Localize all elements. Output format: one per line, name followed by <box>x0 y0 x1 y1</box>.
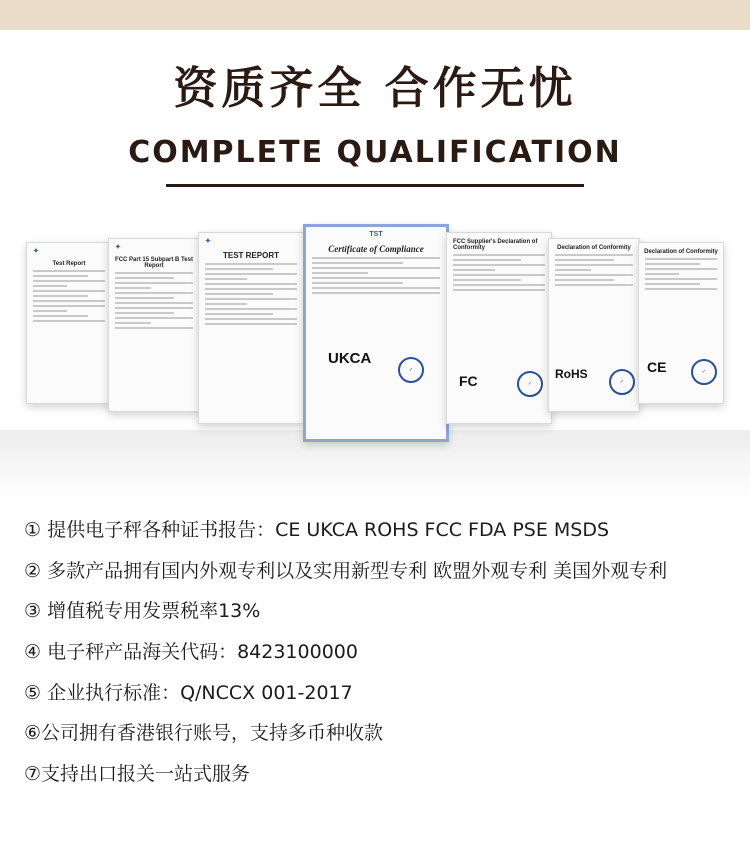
text-line <box>453 259 521 261</box>
lab-logo-icon: ✦ <box>205 238 211 245</box>
certificate-rohs-declaration <box>548 238 640 412</box>
text-line <box>33 310 67 312</box>
page-subtitle: COMPLETE QUALIFICATION <box>128 135 622 170</box>
text-line <box>555 254 633 256</box>
certificate-heading: FCC Supplier's Declaration of Conformity <box>453 239 538 251</box>
lab-logo-icon: ✦ <box>33 248 39 255</box>
text-line <box>205 293 273 295</box>
text-line <box>205 308 297 310</box>
seal-stamp-icon: ✓ <box>517 371 543 397</box>
text-line <box>33 305 105 307</box>
text-line <box>645 288 717 290</box>
list-item-hs-code: ④ 电子秤产品海关代码：8423100000 <box>24 641 358 664</box>
text-line <box>312 262 403 264</box>
text-line <box>645 268 717 270</box>
text-line <box>33 270 105 272</box>
text-line <box>115 317 193 319</box>
tst-logo-icon: TST <box>369 231 383 238</box>
fcc-mark: FC <box>459 373 478 389</box>
text-line <box>115 272 193 274</box>
text-line <box>205 263 297 265</box>
text-line <box>205 323 297 325</box>
text-line <box>115 302 193 304</box>
title-underline-right <box>434 184 584 187</box>
text-line <box>555 259 614 261</box>
text-line <box>453 279 521 281</box>
text-line <box>115 282 193 284</box>
text-line <box>312 287 440 289</box>
text-line <box>555 264 633 266</box>
text-line <box>555 284 633 286</box>
text-line <box>205 283 297 285</box>
list-item-patents: ② 多款产品拥有国内外观专利以及实用新型专利 欧盟外观专利 美国外观专利 <box>24 559 668 582</box>
text-line <box>645 278 717 280</box>
text-line <box>453 264 545 266</box>
text-line <box>115 292 193 294</box>
text-line <box>312 282 403 284</box>
text-line <box>205 313 273 315</box>
certificate-test-report-1 <box>26 242 112 404</box>
text-line <box>312 292 440 294</box>
certificate-ce-declaration <box>638 242 724 404</box>
text-line <box>33 290 105 292</box>
text-line <box>453 274 545 276</box>
text-line <box>645 258 717 260</box>
text-line <box>115 287 151 289</box>
title-underline <box>316 184 434 187</box>
text-line <box>205 273 297 275</box>
text-line <box>205 298 297 300</box>
text-line <box>453 269 495 271</box>
text-line <box>33 315 88 317</box>
text-line <box>453 254 545 256</box>
lab-logo-icon: ✦ <box>115 244 121 251</box>
text-line <box>205 268 273 270</box>
text-line <box>312 257 440 259</box>
text-line <box>33 320 105 322</box>
list-item-standard: ⑤ 企业执行标准：Q/NCCX 001-2017 <box>24 681 353 704</box>
text-line <box>555 274 633 276</box>
certificate-heading: Declaration of Conformity <box>557 245 631 251</box>
certificate-heading: FCC Part 15 Subpart B Test Report <box>115 257 193 269</box>
top-band <box>0 0 750 30</box>
text-line <box>645 273 679 275</box>
text-line <box>115 312 174 314</box>
text-line <box>33 295 88 297</box>
text-line <box>33 285 67 287</box>
text-line <box>205 278 247 280</box>
text-line <box>555 279 614 281</box>
text-line <box>115 307 193 309</box>
ce-mark: CE <box>647 359 667 375</box>
text-line <box>115 327 193 329</box>
certificate-heading: Test Report <box>52 261 86 267</box>
seal-stamp-icon: ✓ <box>691 359 717 385</box>
seal-stamp-icon: ✓ <box>609 369 635 395</box>
ukca-mark: UKCA <box>328 350 372 367</box>
page-title: 资质齐全 合作无忧 <box>173 63 577 114</box>
certificate-heading: Certificate of Compliance <box>328 244 424 254</box>
certificate-fcc-declaration <box>446 232 552 424</box>
certificate-heading: TEST REPORT <box>222 251 279 260</box>
text-line <box>115 297 174 299</box>
text-line <box>453 289 545 291</box>
text-line <box>33 275 88 277</box>
text-line <box>33 280 105 282</box>
certificate-gallery <box>0 200 750 500</box>
text-line <box>555 269 591 271</box>
certificate-fcc-test-report <box>108 238 200 412</box>
text-line <box>453 284 545 286</box>
text-line <box>115 277 174 279</box>
text-line <box>33 300 105 302</box>
certificate-ukca <box>303 224 449 442</box>
text-line <box>205 318 297 320</box>
certificate-test-report-2 <box>198 232 304 424</box>
list-item-customs-service: ⑦支持出口报关一站式服务 <box>24 763 251 786</box>
qualification-list <box>24 510 744 795</box>
text-line <box>312 272 368 274</box>
text-line <box>312 267 440 269</box>
list-item-vat-invoice: ③ 增值税专用发票税率13% <box>24 600 261 623</box>
certificate-heading: Declaration of Conformity <box>644 249 718 255</box>
text-line <box>205 303 247 305</box>
text-line <box>312 277 440 279</box>
title-underline-left <box>166 184 316 187</box>
seal-stamp-icon: ✓ <box>398 357 424 383</box>
list-item-certificates: ① 提供电子秤各种证书报告：CE UKCA ROHS FCC FDA PSE MSDS <box>24 519 610 541</box>
text-line <box>645 283 700 285</box>
text-line <box>645 263 700 265</box>
rohs-mark: RoHS <box>555 367 588 381</box>
text-line <box>115 322 151 324</box>
text-line <box>205 288 297 290</box>
list-item-bank-account: ⑥公司拥有香港银行账号，支持多币种收款 <box>24 722 384 745</box>
